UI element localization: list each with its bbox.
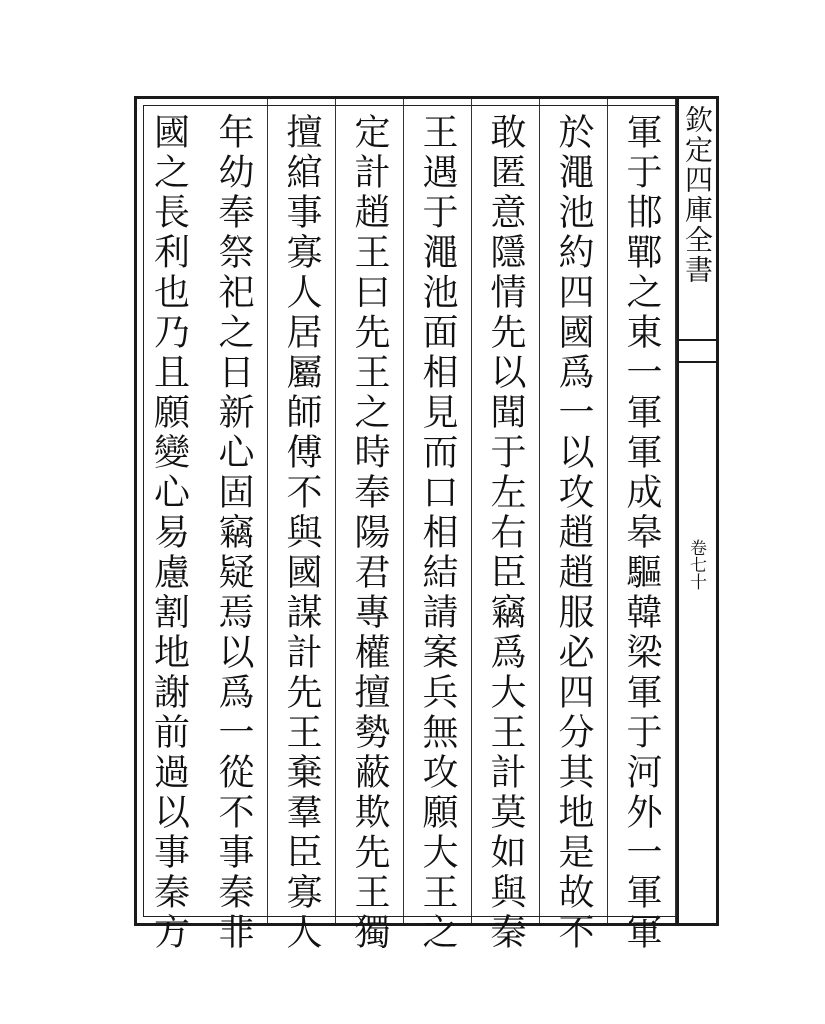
column-text: 敢匿意隱情先以聞于左右臣竊爲大王計莫如與秦: [485, 113, 526, 953]
book-title: 欽定四庫全書: [681, 105, 714, 285]
margin-divider: [679, 361, 716, 363]
column-text: 年幼奉祭祀之日新心固竊疑焉以爲一從不事秦非: [213, 113, 254, 953]
margin-divider: [679, 339, 716, 341]
text-column-8: [137, 99, 200, 953]
volume-number: 卷七十: [686, 539, 706, 590]
column-text: 王遇于澠池面相見而口相結請案兵無攻願大王之: [417, 113, 458, 953]
text-column-3: [471, 99, 540, 953]
column-text: 定計趙王曰先王之時奉陽君專權擅勢蔽欺先王獨: [349, 113, 390, 953]
text-column-4: [403, 99, 472, 953]
column-text: 軍于邯鄲之東一軍軍成皋驅韓梁軍于河外一軍軍: [621, 113, 662, 953]
column-text: 於澠池約四國爲一以攻趙趙服必四分其地是故不: [553, 113, 594, 953]
text-frame: [134, 96, 679, 953]
text-column-1: [607, 99, 676, 953]
page-margin: [679, 96, 719, 926]
text-column-7: [199, 99, 268, 953]
column-text: 擅綰事寡人居屬師傅不與國謀計先王棄羣臣寡人: [281, 113, 322, 953]
text-column-5: [335, 99, 404, 953]
column-text: 國之長利也乃且願變心易慮割地謝前過以事秦方: [148, 113, 190, 953]
text-column-2: [539, 99, 608, 953]
text-column-6: [267, 99, 336, 953]
